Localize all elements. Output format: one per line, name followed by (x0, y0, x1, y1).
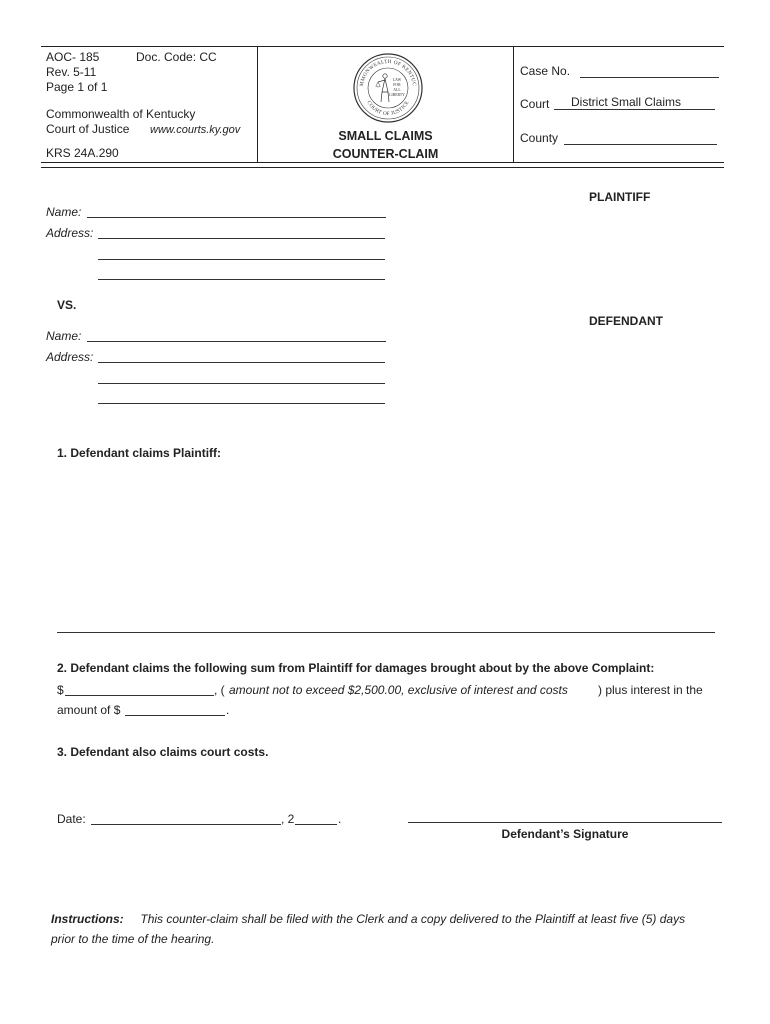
website: www.courts.ky.gov (150, 124, 241, 136)
svg-text:COURT OF JUSTICE: COURT OF JUSTICE (365, 99, 411, 118)
year-period: . (338, 812, 342, 826)
claim-description-rule (57, 632, 715, 633)
claim-item-2: 2. Defendant claims the following sum from Plaintiff for damages brought about by the above Complaint: (57, 661, 655, 675)
claim-description-area[interactable] (57, 470, 715, 630)
county-label: County (520, 131, 559, 145)
statute: KRS 24A.290 (46, 146, 119, 160)
claim-item-1: 1. Defendant claims Plaintiff: (57, 446, 222, 460)
instructions-block (51, 912, 731, 927)
defendant-name-field[interactable] (87, 341, 386, 342)
plaintiff-name-field[interactable] (87, 217, 386, 218)
date-field[interactable] (91, 824, 281, 825)
amount-note-close: ) plus interest in the (598, 683, 703, 697)
plaintiff-label: PLAINTIFF (589, 190, 651, 204)
defendant-label: DEFENDANT (589, 314, 663, 328)
form-title-line1: SMALL CLAIMS (338, 129, 433, 143)
svg-text:FOR: FOR (393, 83, 401, 87)
plaintiff-address-field-1[interactable] (98, 238, 385, 239)
versus-label: VS. (57, 298, 77, 312)
svg-text:LAW: LAW (392, 78, 402, 82)
amount-note-open: , ( (214, 683, 225, 697)
county-field[interactable] (564, 144, 717, 145)
claim-item-3: 3. Defendant also claims court costs. (57, 745, 269, 759)
year-field[interactable] (295, 824, 337, 825)
form-number: AOC- 185 (46, 50, 100, 64)
court-seal (352, 52, 424, 124)
defendant-name-label: Name: (46, 329, 82, 343)
svg-text:COMMONWEALTH OF KENTUCKY: MMONWEALTH OF KENTUC (358, 58, 417, 87)
header-bottom-rule-2 (41, 167, 724, 168)
page-count: Page 1 of 1 (46, 80, 108, 94)
header-bottom-rule-1 (41, 162, 724, 163)
interest-amount-field[interactable] (125, 715, 225, 716)
dollar-sign: $ (57, 683, 64, 697)
date-label: Date: (57, 812, 86, 826)
revision: Rev. 5-11 (46, 65, 97, 79)
doc-code: Doc. Code: CC (136, 50, 217, 64)
court-of-justice: Court of Justice (46, 122, 130, 136)
defendant-address-field-3[interactable] (98, 403, 385, 404)
plaintiff-address-field-2[interactable] (98, 259, 385, 260)
defendant-address-field-1[interactable] (98, 362, 385, 363)
signature-field[interactable] (408, 822, 722, 823)
amount-note: amount not to exceed $2,500.00, exclusive of interest and costs (229, 683, 568, 697)
signature-label: Defendant’s Signature (501, 827, 629, 841)
svg-text:LIBERTY: LIBERTY (389, 93, 405, 97)
court-field (554, 109, 715, 110)
damages-amount-field[interactable] (65, 695, 214, 696)
header-divider-right (513, 46, 514, 162)
defendant-address-field-2[interactable] (98, 383, 385, 384)
year-prefix: , 2 (281, 812, 295, 826)
form-title-line2: COUNTER-CLAIM (332, 147, 439, 161)
instructions-text-2: prior to the time of the hearing. (51, 932, 215, 946)
instructions-label: Instructions: (51, 912, 124, 926)
court-value[interactable]: District Small Claims (571, 95, 682, 109)
plaintiff-name-label: Name: (46, 205, 82, 219)
case-no-field[interactable] (580, 77, 719, 78)
instructions-text-1: This counter-claim shall be filed with the Clerk and a copy delivered to the Plaintiff at least five (5) days (140, 912, 686, 926)
svg-text:ALL: ALL (393, 88, 401, 92)
plaintiff-address-label: Address: (46, 226, 94, 240)
interest-amount-label: amount of $ (57, 703, 121, 717)
header-top-rule (41, 46, 724, 47)
header-divider-left (257, 46, 258, 162)
defendant-address-label: Address: (46, 350, 94, 364)
court-label: Court (520, 97, 550, 111)
jurisdiction: Commonwealth of Kentucky (46, 107, 196, 121)
case-no-label: Case No. (520, 64, 571, 78)
plaintiff-address-field-3[interactable] (98, 279, 385, 280)
interest-period: . (226, 703, 230, 717)
